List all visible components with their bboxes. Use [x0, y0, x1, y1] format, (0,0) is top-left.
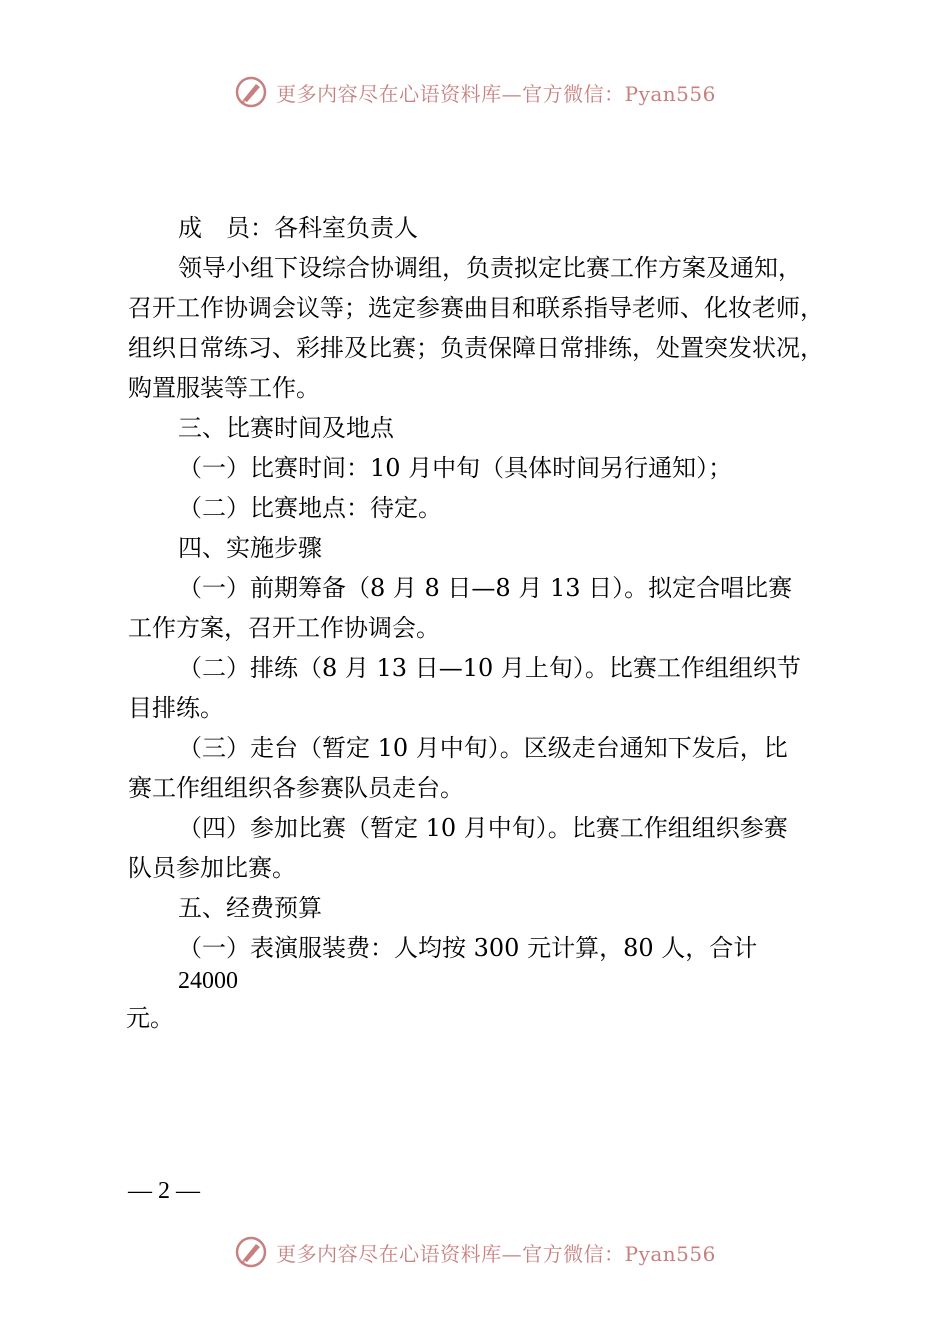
paragraph-line: （二）比赛地点：待定。	[178, 494, 442, 522]
paragraph-line: 队员参加比赛。	[128, 854, 296, 882]
paragraph-line: （一）前期筹备（8 月 8 日—8 月 13 日）。拟定合唱比赛	[178, 574, 793, 602]
watermark-banner-bottom	[0, 1232, 950, 1272]
quill-pen-logo-icon	[234, 1235, 268, 1269]
watermark-banner-top	[0, 72, 950, 112]
paragraph-line: 领导小组下设综合协调组，负责拟定比赛工作方案及通知，	[178, 254, 802, 282]
section-heading-5: 五、经费预算	[178, 894, 322, 922]
paragraph-line: 组织日常练习、彩排及比赛；负责保障日常排练，处置突发状况，	[128, 334, 824, 362]
paragraph-line: 购置服装等工作。	[128, 374, 320, 402]
paragraph-line: （四）参加比赛（暂定 10 月中旬）。比赛工作组组织参赛	[178, 814, 788, 842]
paragraph-line: 目排练。	[128, 694, 224, 722]
paragraph-line: 召开工作协调会议等；选定参赛曲目和联系指导老师、化妆老师，	[128, 294, 824, 322]
document-body	[128, 208, 840, 1038]
amount-unit: 元。	[126, 1004, 174, 1032]
quill-pen-logo-icon	[234, 75, 268, 109]
paragraph-line: （一）比赛时间：10 月中旬（具体时间另行通知）；	[178, 454, 733, 482]
section-heading-3: 三、比赛时间及地点	[178, 414, 394, 442]
section-heading-4: 四、实施步骤	[178, 534, 322, 562]
members-line: 成 员：各科室负责人	[178, 214, 418, 242]
paragraph-line: 赛工作组组织各参赛队员走台。	[128, 774, 464, 802]
paragraph-line: 工作方案，召开工作协调会。	[128, 614, 440, 642]
watermark-text: 更多内容尽在心语资料库—官方微信：Pyan556	[276, 81, 716, 106]
paragraph-line: （三）走台（暂定 10 月中旬）。区级走台通知下发后，比	[178, 734, 788, 762]
paragraph-line: （二）排练（8 月 13 日—10 月上旬）。比赛工作组组织节	[178, 654, 801, 682]
paragraph-line: （一）表演服装费：人均按 300 元计算，80 人，合计	[178, 934, 758, 962]
watermark-text: 更多内容尽在心语资料库—官方微信：Pyan556	[276, 1241, 716, 1266]
amount-value: 24000	[178, 968, 238, 994]
page-number: — 2 —	[128, 1178, 200, 1204]
